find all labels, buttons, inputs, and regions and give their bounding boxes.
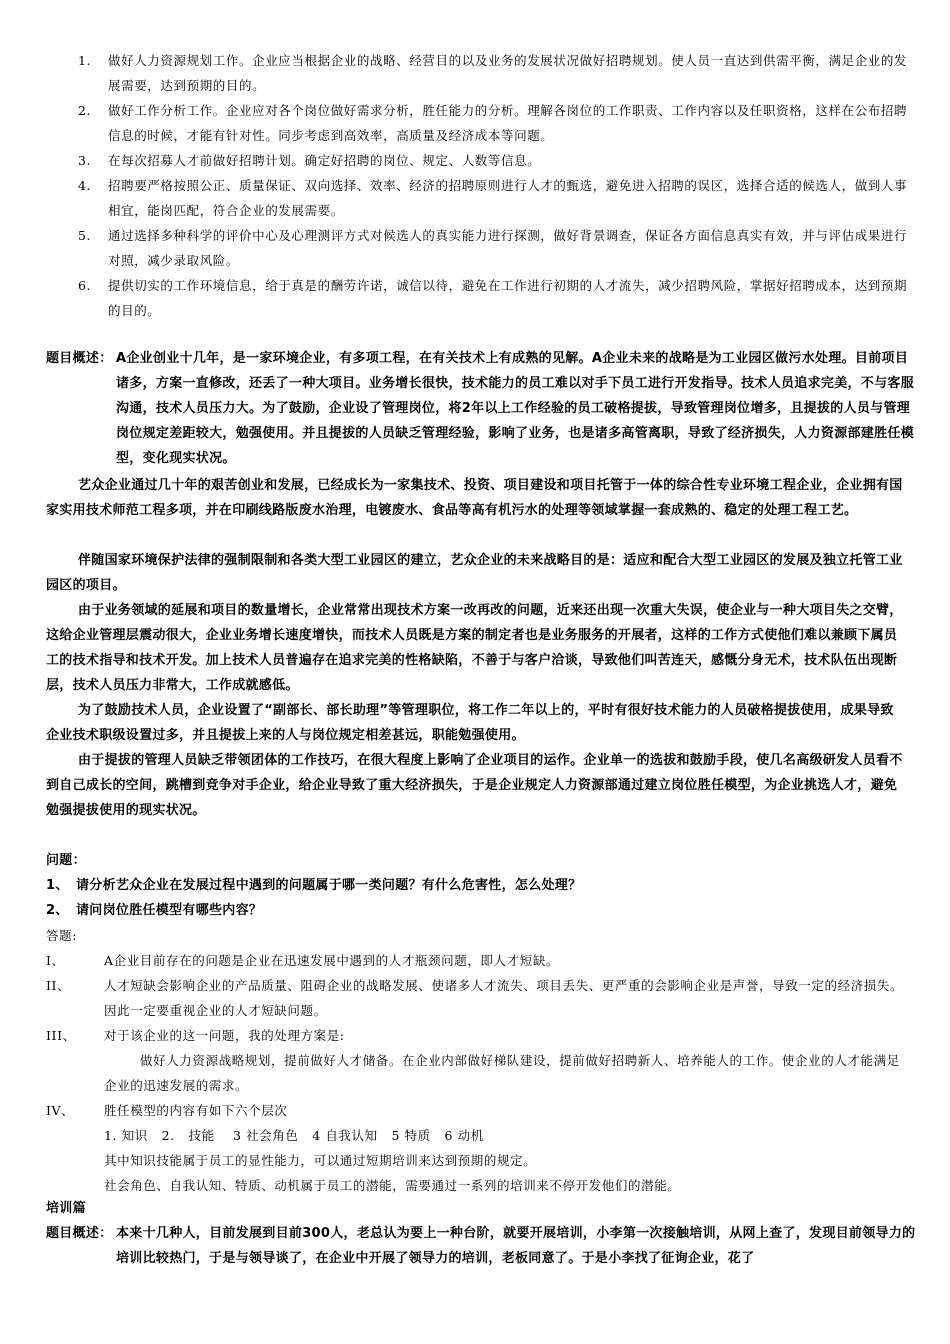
case-paragraph: 由于提拔的管理人员缺乏带领团体的工作技巧，在很大程度上影响了企业项目的运作。企业单一的选拔和鼓励手段，使几名高级研发人员看不到自己成长的空间，跳槽到竞争对手企业，给企业导致了重大经济损失，于是企业规定人力资源部通过建立岗位胜任模型，为企业挑选人才，避免勉强提拔使用的现实状况。 <box>46 753 903 818</box>
list-item <box>78 98 908 148</box>
list-item <box>78 223 908 273</box>
answer-number: I、 <box>46 953 65 968</box>
answer-text: A企业目前存在的问题是企业在迅速发展中遇到的人才瓶颈问题，即人才短缺。 <box>104 953 560 968</box>
answer-item <box>46 1098 906 1123</box>
answers-label: 答题: <box>46 928 78 943</box>
answer-item <box>46 1023 906 1048</box>
case-paragraph: 艺众企业通过几十年的艰苦创业和发展，已经成长为一家集技术、投资、项目建设和项目托管于一体的综合性专业环境工程企业，企业拥有国家实用技术师范工程多项，并在印刷线路版废水治理，电镀废水、食品等高有机污水的处理等领域掌握一套成熟的、稳定的处理工程工艺。 <box>46 478 903 518</box>
case-paragraph: 为了鼓励技术人员，企业设置了“副部长、部长助理”等管理职位，将工作二年以上的，平时有很好技术能力的人员破格提拔使用，成果导致企业技术职级设置过多，并且提拔上来的人与岗位规定相差甚远，职能勉强使用。 <box>46 703 894 743</box>
training-summary-text: 本来十几种人，目前发展到目前300人，老总认为要上一种台阶，就要开展培训，小李第一次接触培训，从网上查了，发现目前领导力的培训比较热门，于是与领导谈了，在企业中开展了领导力的培训，老板同意了。于是小李找了征询企业，花了 <box>116 1226 916 1266</box>
competency-note: 其中知识技能属于员工的显性能力，可以通过短期培训来达到预期的规定。 <box>104 1153 537 1168</box>
case-paragraph: 由于业务领域的延展和项目的数量增长，企业常常出现技术方案一改再改的问题，近来还出现一次重大失误，使企业与一种大项目失之交臂，这给企业管理层震动很大，企业业务增长速度增快，而技术人员既是方案的制定者也是业务服务的开展者，这样的工作方式使他们难以兼顾下属员工的技术指导和技术开发。加上技术人员普遍存在追求完美的性格缺陷，不善于与客户洽谈，导致他们叫苦连天，感慨分身无术，技术队伍出现断层，技术人员压力非常大，工作成就感低。 <box>46 603 903 693</box>
list-item <box>78 273 908 323</box>
training-label: 题目概述： <box>46 1226 113 1241</box>
list-text: 提供切实的工作环境信息，给于真是的酬劳许诺，诚信以待，避免在工作进行初期的人才流失，减少招聘风险，掌据好招聘成本，达到预期的目的。 <box>108 278 908 318</box>
list-item <box>78 48 908 98</box>
list-item <box>78 148 908 173</box>
answer-item <box>46 948 906 973</box>
list-text: 做好工作分析工作。企业应对各个岗位做好需求分析，胜任能力的分析。理解各岗位的工作职责、工作内容以及任职资格，这样在公布招聘信息的时候，才能有针对性。同步考虑到高效率，高质量及经济成本等问题。 <box>108 103 908 143</box>
list-item <box>78 173 908 223</box>
list-text: 在每次招募人才前做好招聘计划。确定好招聘的岗位、规定、人数等信息。 <box>108 153 541 168</box>
answer-item <box>46 973 906 1023</box>
list-text: 通过选择多种科学的评价中心及心理测评方式对候选人的真实能力进行探测，做好背景调查，保证各方面信息真实有效，并与评估成果进行对照，减少录取风险。 <box>108 228 908 268</box>
list-number: 5. <box>78 228 92 243</box>
answer-text: 胜任模型的内容有如下六个层次 <box>104 1103 288 1118</box>
case-paragraph: 伴随国家环境保护法律的强制限制和各类大型工业园区的建立，艺众企业的未来战略目的是：适应和配合大型工业园区的发展及独立托管工业园区的项目。 <box>46 553 903 593</box>
question-item <box>46 873 906 898</box>
list-number: 4. <box>78 178 92 193</box>
question-number: 1、 <box>46 878 69 893</box>
answer-number: II、 <box>46 978 71 993</box>
case-summary-text: A企业创业十几年，是一家环境企业，有多项工程，在有关技术上有成熟的见解。A企业未来的战略是为工业园区做污水处理。目前项目诸多，方案一直修改，还丢了一种大项目。业务增长很快，技术能力的员工难以对手下员工进行开发指导。技术人员追求完美，不与客服沟通，技术人员压力大。为了鼓励，企业设了管理岗位，将2年以上工作经验的员工破格提拔，导致管理岗位增多，且提拔的人员与管理岗位规定差距较大，勉强使用。并且提拔的人员缺乏管理经验，影响了业务，也是诸多高管离职，导致了经济损失，人力资源部建胜任模型，变化现实状况。 <box>116 351 915 466</box>
answer-number: IV、 <box>46 1103 75 1118</box>
list-text: 招聘要严格按照公正、质量保证、双向选择、效率、经济的招聘原则进行人才的甄选，避免进入招聘的误区，选择合适的候选人，做到人事相宜，能岗匹配，符合企业的发展需要。 <box>108 178 908 218</box>
competency-note: 社会角色、自我认知、特质、动机属于员工的潜能，需要通过一系列的培训来不停开发他们的潜能。 <box>104 1178 681 1193</box>
question-text: 请问岗位胜任模型有哪些内容？ <box>76 903 263 918</box>
training-heading: 培训篇 <box>46 1201 86 1216</box>
answer-text: 人才短缺会影响企业的产品质量、阻碍企业的战略发展、使诸多人才流失、项目丢失、更严重的会影响企业是声誉，导致一定的经济损失。因此一定要重视企业的人才短缺问题。 <box>104 978 904 1018</box>
question-number: 2、 <box>46 903 69 918</box>
question-text: 请分析艺众企业在发展过程中遇到的问题属于哪一类问题？有什么危害性，怎么处理？ <box>76 878 582 893</box>
list-text: 做好人力资源规划工作。企业应当根据企业的战略、经营目的以及业务的发展状况做好招聘规划。使人员一直达到供需平衡，满足企业的发展需要，达到预期的目的。 <box>108 53 908 93</box>
list-number: 6. <box>78 278 92 293</box>
questions-label: 问题： <box>46 853 86 868</box>
answer-text: 对于该企业的这一问题，我的处理方案是: <box>104 1028 345 1043</box>
answer-number: III、 <box>46 1028 76 1043</box>
list-number: 2. <box>78 103 92 118</box>
question-item <box>46 898 906 923</box>
answer-plan: 做好人力资源战略规划，提前做好人才储备。在企业内部做好梯队建设，提前做好招聘新人、培养能人的工作。使企业的人才能满足企业的迅速发展的需求。 <box>104 1053 900 1093</box>
competency-levels: 1. 知识 2. 技能 3 社会角色 4 自我认知 5 特质 6 动机 <box>104 1128 484 1143</box>
case-label: 题目概述： <box>46 351 113 366</box>
list-number: 3. <box>78 153 92 168</box>
list-number: 1. <box>78 53 92 68</box>
